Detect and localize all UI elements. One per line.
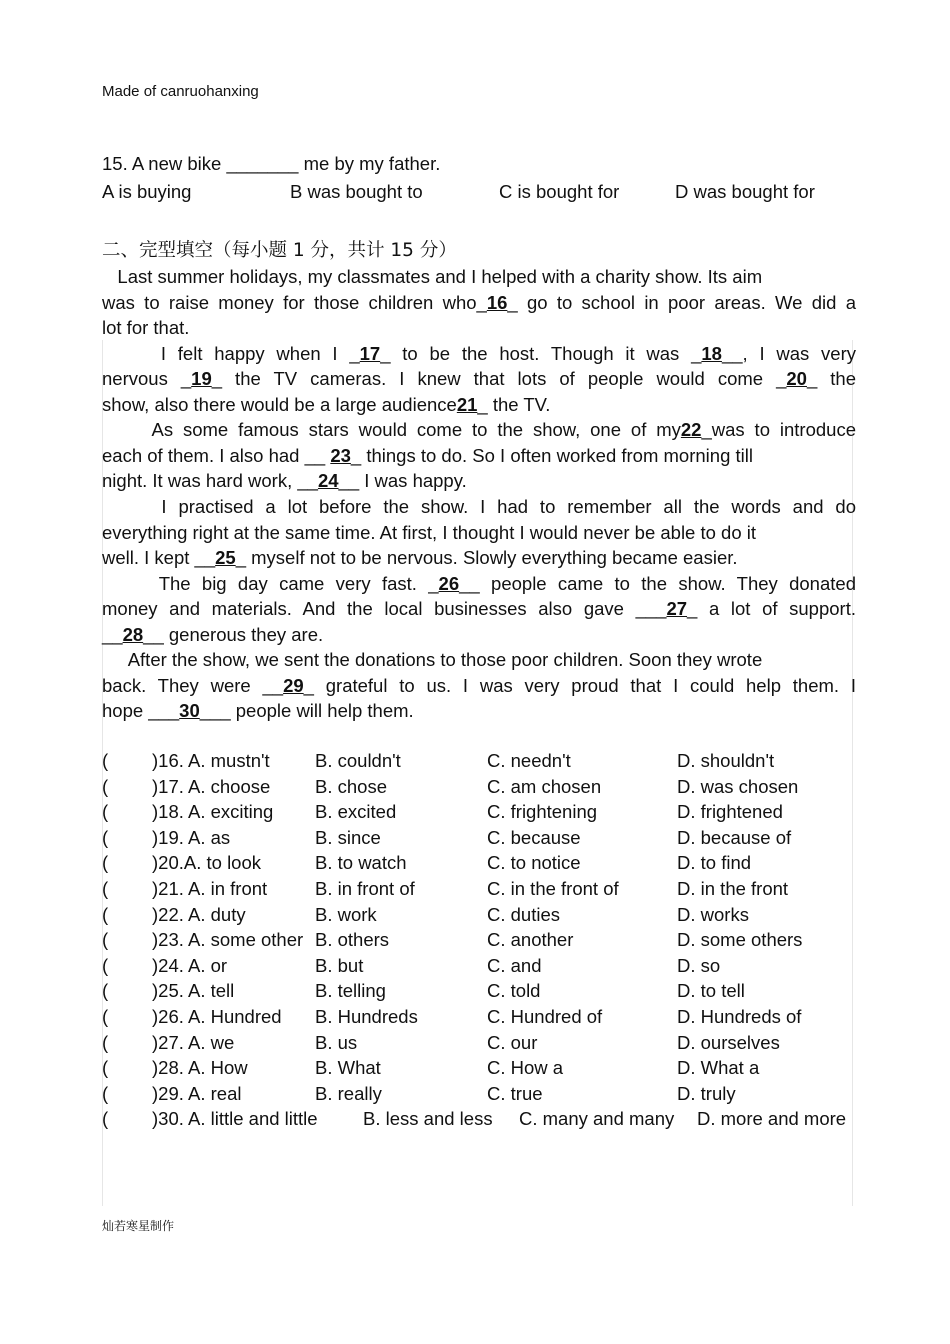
passage-text: _ a lot of support.: [687, 598, 856, 620]
question-27-option-d: D. ourselves: [677, 1031, 780, 1053]
passage-text: _ grateful to us. I was very proud that I could help them. I: [303, 674, 856, 696]
passage-text: As some famous stars would come to the show, one of my: [102, 419, 681, 441]
passage-text: I practised a lot before the show. I had to remember all the words and do: [102, 495, 856, 517]
question-28-option-d: D. What a: [677, 1057, 760, 1079]
question-17-option-b: B. chose: [315, 775, 387, 797]
passage-line: [102, 419, 856, 441]
question-22-option-d: D. works: [677, 903, 749, 925]
question-18-option-a: )18. A. exciting: [152, 801, 274, 823]
passage-text: ___ people will help them.: [199, 700, 414, 722]
passage-line: [102, 343, 856, 365]
section-title: 二、完型填空（每小题 1 分，共计 15 分）: [102, 240, 457, 261]
passage-text: __, I was very: [721, 342, 856, 364]
answer-bracket: (: [102, 775, 109, 797]
answer-bracket: (: [102, 878, 109, 899]
question-17-option-a: )17. A. choose: [152, 775, 271, 797]
question-18-option-c: C. frightening: [487, 801, 598, 823]
passage-text: _ myself not to be nervous. Slowly everything became easier.: [235, 547, 738, 569]
passage-text: nervous _: [102, 368, 192, 390]
passage-text: was to raise money for those children who_: [102, 291, 487, 313]
question-24-option-a: )24. A. or: [152, 954, 228, 976]
passage-line: [102, 624, 856, 646]
passage-text: __: [102, 623, 123, 645]
question-20-option-c: C. to notice: [487, 852, 581, 874]
question-28-option-a: )28. A. How: [152, 1057, 248, 1079]
passage-line: [102, 496, 856, 518]
question-29-option-b: B. really: [315, 1082, 382, 1104]
blank-number: 26: [438, 572, 460, 594]
answer-bracket: (: [102, 826, 109, 848]
question-30-option-d: D. more and more: [697, 1108, 847, 1130]
question-15-option-a: A is buying: [102, 181, 192, 202]
passage-text: show, also there would be a large audience: [102, 393, 457, 415]
answer-bracket: (: [102, 1031, 109, 1053]
question-29-option-d: D. truly: [677, 1082, 736, 1104]
question-26-option-d: D. Hundreds of: [677, 1006, 802, 1027]
passage-line: [102, 675, 856, 697]
question-23-option-c: C. another: [487, 929, 574, 951]
blank-number: 19: [191, 368, 212, 390]
question-27-option-a: )27. A. we: [152, 1031, 235, 1053]
question-21-option-c: C. in the front of: [487, 878, 619, 899]
question-16-option-b: B. couldn't: [315, 750, 401, 771]
question-19-option-d: D. because of: [677, 826, 792, 848]
question-17-option-c: C. am chosen: [487, 775, 602, 797]
passage-text: _ things to do. So I often worked from morning till: [350, 444, 753, 466]
passage-text: _ the TV cameras. I knew that lots of people would come _: [211, 368, 787, 390]
passage-line: [102, 368, 856, 390]
question-16-option-d: D. shouldn't: [677, 750, 775, 771]
passage-text: Last summer holidays, my classmates and I helped with a charity show. Its aim: [102, 266, 763, 287]
question-24-option-c: C. and: [487, 954, 542, 976]
passage-line: [102, 573, 856, 595]
question-17-option-d: D. was chosen: [677, 775, 799, 797]
blank-number: 18: [701, 342, 722, 364]
passage-line: [102, 522, 856, 544]
question-23-option-a: )23. A. some other: [152, 929, 304, 951]
answer-bracket: (: [102, 929, 109, 951]
blank-number: 22: [680, 419, 702, 441]
passage-line: [102, 470, 856, 492]
passage-text: _ the: [806, 368, 857, 390]
question-21-option-b: B. in front of: [315, 878, 415, 899]
question-25-option-b: B. telling: [315, 980, 386, 1002]
passage-text: _ go to school in poor areas. We did a: [507, 291, 856, 313]
blank-number: 25: [215, 547, 236, 569]
question-29-option-c: C. true: [487, 1082, 543, 1104]
passage-line: [102, 317, 856, 339]
question-23-option-d: D. some others: [677, 929, 803, 951]
page-footer: 灿若寒星制作: [102, 1219, 175, 1233]
question-22-option-c: C. duties: [487, 903, 561, 925]
passage-text: _ to be the host. Though it was _: [380, 342, 702, 364]
question-15-option-c: C is bought for: [499, 181, 620, 202]
question-28-option-c: C. How a: [487, 1057, 564, 1079]
question-24-option-d: D. so: [677, 954, 721, 976]
question-21-option-a: )21. A. in front: [152, 878, 268, 899]
question-15-stem: 15. A new bike _______ me by my father.: [102, 153, 441, 174]
passage-text: everything right at the same time. At first, I thought I would never be able to do it: [102, 521, 757, 543]
question-27-option-c: C. our: [487, 1031, 538, 1053]
passage-line: [102, 700, 856, 722]
passage-line: [102, 547, 856, 569]
question-25-option-c: C. told: [487, 980, 541, 1002]
question-19-option-a: )19. A. as: [152, 826, 231, 848]
blank-number: 20: [786, 368, 807, 390]
passage-line: [102, 445, 856, 467]
passage-line: [102, 598, 856, 620]
answer-bracket: (: [102, 954, 109, 976]
passage-text: money and materials. And the local businesses also gave ___: [102, 598, 667, 620]
blank-number: 29: [283, 674, 304, 696]
question-30-option-c: C. many and many: [519, 1108, 675, 1130]
question-18-option-b: B. excited: [315, 801, 397, 823]
passage-line: [102, 649, 856, 671]
question-30-option-b: B. less and less: [363, 1108, 493, 1130]
passage-text: __ people came to the show. They donated: [459, 572, 856, 594]
page-header: Made of canruohanxing: [102, 83, 259, 100]
passage-text: __ I was happy.: [338, 470, 467, 492]
passage-line: [102, 394, 856, 416]
question-26-option-a: )26. A. Hundred: [152, 1006, 282, 1027]
passage-text: After the show, we sent the donations to those poor children. Soon they wrote: [102, 649, 763, 671]
answer-bracket: (: [102, 903, 109, 925]
question-18-option-d: D. frightened: [677, 801, 783, 823]
question-26-option-b: B. Hundreds: [315, 1006, 418, 1027]
passage-text: each of them. I also had __: [102, 444, 331, 466]
question-23-option-b: B. others: [315, 929, 390, 951]
passage-text: __ generous they are.: [143, 623, 324, 645]
blank-number: 30: [179, 700, 200, 722]
blank-number: 27: [666, 598, 688, 620]
answer-bracket: (: [102, 980, 109, 1002]
passage-text: back. They were __: [102, 674, 284, 696]
question-27-option-b: B. us: [315, 1031, 358, 1053]
question-20-option-d: D. to find: [677, 852, 752, 874]
passage-text: lot for that.: [102, 317, 190, 339]
question-25-option-a: )25. A. tell: [152, 980, 235, 1002]
passage-text: I felt happy when I _: [102, 342, 360, 364]
question-28-option-b: B. What: [315, 1057, 381, 1079]
passage-line: [102, 266, 856, 288]
answer-bracket: (: [102, 1057, 109, 1079]
passage-line: [102, 292, 856, 314]
blank-number: 16: [486, 291, 508, 313]
answer-bracket: (: [102, 852, 109, 874]
blank-number: 21: [456, 393, 478, 415]
question-19-option-c: C. because: [487, 826, 581, 848]
question-22-option-b: B. work: [315, 903, 377, 925]
blank-number: 28: [122, 623, 144, 645]
question-16-option-a: )16. A. mustn't: [152, 750, 270, 771]
question-24-option-b: B. but: [315, 954, 364, 976]
question-20-option-a: )20.A. to look: [152, 852, 262, 874]
answer-bracket: (: [102, 750, 109, 771]
answer-bracket: (: [102, 801, 109, 823]
blank-number: 24: [317, 470, 339, 492]
passage-text: _ the TV.: [477, 393, 551, 415]
question-26-option-c: C. Hundred of: [487, 1006, 603, 1027]
passage-text: well. I kept __: [102, 547, 216, 569]
question-15-option-b: B was bought to: [290, 181, 423, 202]
answer-bracket: (: [102, 1006, 109, 1027]
passage-text: The big day came very fast. _: [102, 572, 439, 594]
question-22-option-a: )22. A. duty: [152, 903, 246, 925]
answer-bracket: (: [102, 1108, 109, 1130]
question-30-option-a: )30. A. little and little: [152, 1108, 318, 1130]
blank-number: 17: [359, 342, 381, 364]
question-25-option-d: D. to tell: [677, 980, 745, 1002]
question-16-option-c: C. needn't: [487, 750, 571, 771]
question-19-option-b: B. since: [315, 826, 381, 848]
question-15-option-d: D was bought for: [675, 181, 815, 202]
question-29-option-a: )29. A. real: [152, 1082, 242, 1104]
question-20-option-b: B. to watch: [315, 852, 407, 874]
passage-text: night. It was hard work, __: [102, 470, 318, 492]
passage-text: hope ___: [102, 700, 180, 722]
answer-bracket: (: [102, 1082, 109, 1104]
passage-text: _was to introduce: [701, 419, 856, 441]
blank-number: 23: [330, 444, 351, 466]
question-21-option-d: D. in the front: [677, 878, 789, 899]
